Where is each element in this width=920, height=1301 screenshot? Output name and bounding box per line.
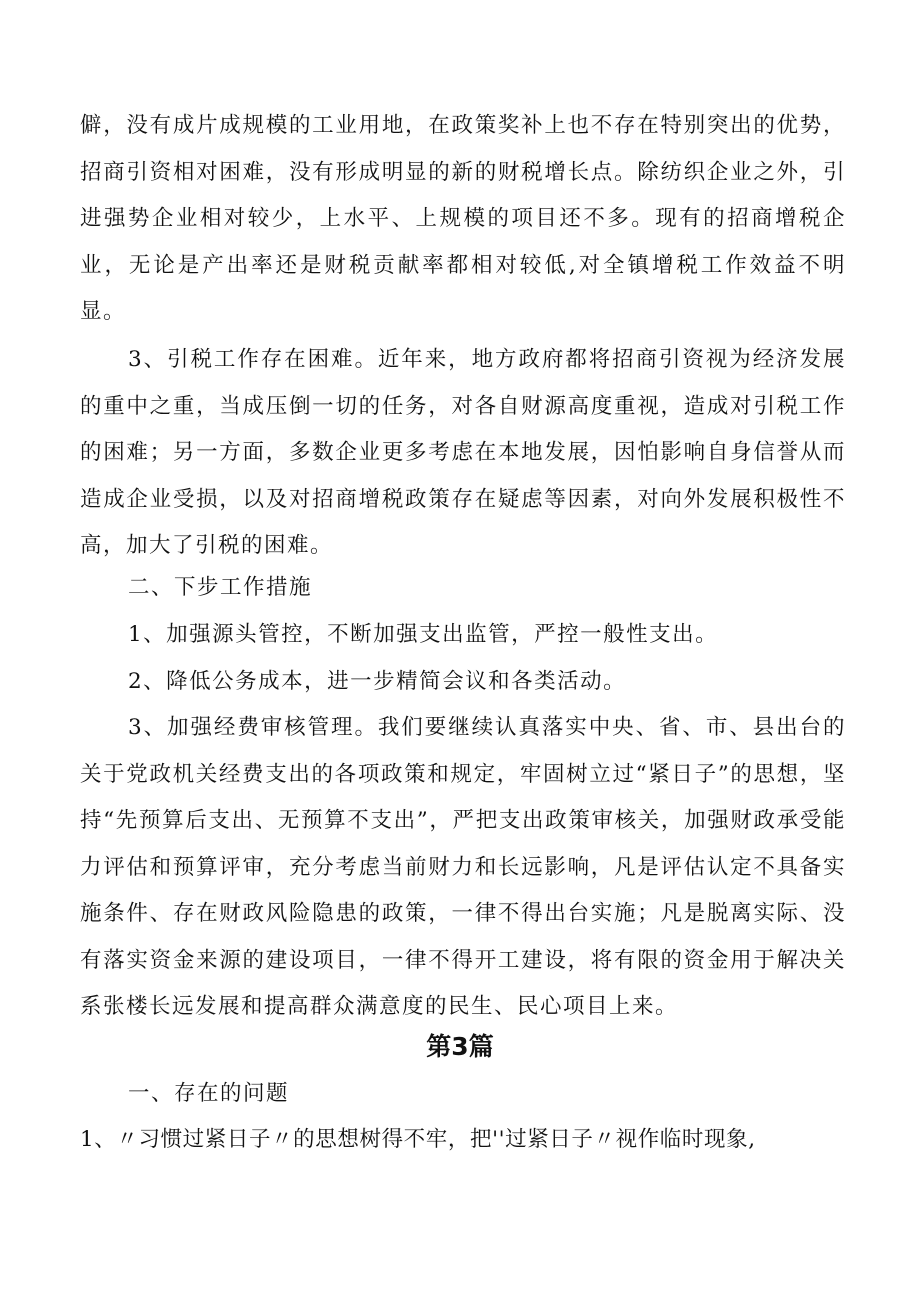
paragraph-audit-management: 3、加强经费审核管理。我们要继续认真落实中央、省、市、县出台的关于党政机关经费支出的各项政策和规定，牢固树立过“紧日子”的思想，坚持“先预算后支出、无预算不支出”，严把支出政策审核关，加强财政承受能力评估和预算评审，充分考虑当前财力和长远影响，凡是评估认定不具备实施条件、存在财政风险隐患的政策，一律不得出台实施；凡是脱离实际、没有落实资金来源的建设项目，一律不得开工建设，将有限的资金用于解决关系张楼长远发展和提高群众满意度的民生、民心项目上来。 xyxy=(80,715,846,1019)
paragraph-reduce-costs: 2、降低公务成本，进一步精简会议和各类活动。 xyxy=(128,669,627,694)
section-heading-problems: 一、存在的问题 xyxy=(128,1081,290,1106)
part-title: 第3篇 xyxy=(426,1032,494,1061)
paragraph-source-control: 1、加强源头管控，不断加强支出监管，严控一般性支出。 xyxy=(128,622,719,647)
section-heading-next-steps: 二、下步工作措施 xyxy=(128,575,313,600)
paragraph-tax-difficulty: 3、引税工作存在困难。近年来，地方政府都将招商引资视为经济发展的重中之重，当成压倒一切的任务，对各自财源高度重视，造成对引税工作的困难；另一方面，多数企业更多考虑在本地发展，因怕影响自身信誉从而造成企业受损，以及对招商增税政策存在疑虑等因素，对向外发展积极性不高，加大了引税的困难。 xyxy=(80,347,846,558)
paragraph-industrial-land: 僻，没有成片成规模的工业用地，在政策奖补上也不存在特别突出的优势，招商引资相对困难，没有形成明显的新的财税增长点。除纺织企业之外，引进强势企业相对较少，上水平、上规模的项目还不多。现有的招商增税企业，无论是产出率还是财税贡献率都相对较低,对全镇增税工作效益不明显。 xyxy=(80,113,846,324)
paragraph-tight-days: 1、〃习惯过紧日子〃的思想树得不牢，把''过紧日子〃视作临时现象, xyxy=(80,1127,756,1152)
